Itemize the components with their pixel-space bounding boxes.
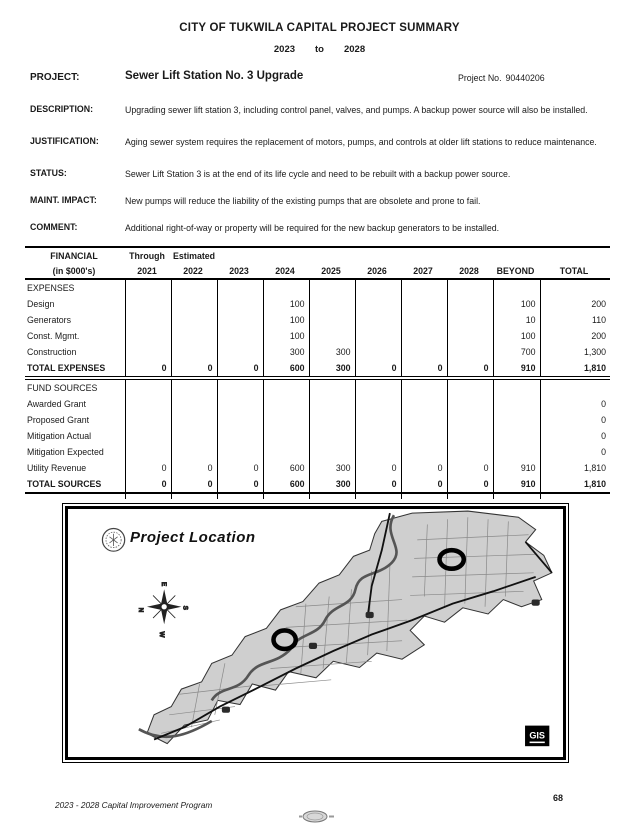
- header-empty: [401, 247, 447, 263]
- header-empty: [540, 247, 610, 263]
- table-cell: 0: [401, 460, 447, 476]
- table-header-row-2: [25, 263, 610, 279]
- footer-program-title: 2023 - 2028 Capital Improvement Program: [55, 800, 213, 810]
- compass-s: S: [181, 605, 189, 610]
- table-cell: [309, 444, 355, 460]
- table-cell: [217, 380, 263, 397]
- header-year: 2021: [125, 263, 171, 279]
- row-label: Proposed Grant: [27, 415, 90, 425]
- financial-table-body: [25, 279, 610, 499]
- table-cell: [493, 493, 540, 499]
- row-label: Mitigation Expected: [27, 447, 104, 457]
- project-name: Sewer Lift Station No. 3 Upgrade: [125, 70, 304, 82]
- table-cell: 0: [401, 360, 447, 377]
- table-cell: [263, 396, 309, 412]
- row-label: Awarded Grant: [27, 399, 87, 409]
- table-cell: 0: [217, 360, 263, 377]
- justification-text: Aging sewer system requires the replacement of motors, pumps, and controls at older lift stations to reduce maintenance.: [125, 137, 597, 147]
- table-row: [25, 460, 610, 476]
- table-cell: [263, 493, 309, 499]
- financial-table: [25, 246, 610, 499]
- table-cell: [171, 396, 217, 412]
- row-label: Design: [27, 299, 55, 309]
- table-cell: 0: [171, 360, 217, 377]
- table-row: [25, 444, 610, 460]
- compass-e: E: [160, 582, 168, 587]
- table-cell: [25, 493, 125, 499]
- table-cell: [447, 428, 493, 444]
- table-cell: [493, 279, 540, 296]
- page-title: CITY OF TUKWILA CAPITAL PROJECT SUMMARY: [179, 22, 460, 34]
- table-cell: [309, 412, 355, 428]
- table-cell: [493, 444, 540, 460]
- table-cell: 0: [447, 360, 493, 377]
- header-year: 2027: [401, 263, 447, 279]
- compass-w: W: [158, 631, 166, 638]
- table-cell: [309, 493, 355, 499]
- table-cell: [263, 428, 309, 444]
- project-label: PROJECT:: [30, 72, 80, 83]
- project-location-map: [62, 503, 569, 763]
- gis-logo: [525, 725, 550, 747]
- project-number-value: 90440206: [505, 73, 545, 83]
- table-row: [25, 476, 610, 493]
- table-cell: 700: [493, 344, 540, 360]
- table-cell: 100: [263, 296, 309, 312]
- table-cell: [125, 428, 171, 444]
- table-cell: [540, 380, 610, 397]
- table-cell: [447, 296, 493, 312]
- table-cell: 300: [263, 344, 309, 360]
- header-year: 2023: [217, 263, 263, 279]
- row-label: Utility Revenue: [27, 463, 87, 473]
- table-cell: [447, 444, 493, 460]
- table-cell: [401, 344, 447, 360]
- table-cell: 600: [263, 460, 309, 476]
- table-cell: [401, 493, 447, 499]
- table-cell: [447, 328, 493, 344]
- comment-label: COMMENT:: [30, 222, 78, 232]
- table-cell: 0: [447, 460, 493, 476]
- header-year: 2024: [263, 263, 309, 279]
- compass-rose-icon: [137, 582, 188, 637]
- table-cell: [171, 328, 217, 344]
- table-cell: [125, 444, 171, 460]
- table-cell: 0: [171, 476, 217, 493]
- table-cell: [125, 312, 171, 328]
- table-row: [25, 493, 610, 499]
- table-cell: [447, 412, 493, 428]
- table-cell: [355, 296, 401, 312]
- city-map-graphic: [68, 509, 563, 757]
- comment-text: Additional right-of-way or property will be required for the new backup generators to be installed.: [125, 223, 500, 233]
- table-header-row-1: [25, 247, 610, 263]
- table-row: [25, 412, 610, 428]
- table-cell: [125, 493, 171, 499]
- table-cell: [540, 493, 610, 499]
- table-cell: [125, 396, 171, 412]
- header-units: (in $000's): [25, 263, 125, 279]
- table-cell: [355, 412, 401, 428]
- table-cell: 10: [493, 312, 540, 328]
- table-cell: [125, 279, 171, 296]
- table-cell: 600: [263, 360, 309, 377]
- table-cell: 0: [540, 428, 610, 444]
- table-cell: 1,810: [540, 460, 610, 476]
- table-cell: [217, 312, 263, 328]
- table-cell: 200: [540, 328, 610, 344]
- header-year: 2025: [309, 263, 355, 279]
- table-cell: [309, 328, 355, 344]
- table-cell: 0: [540, 396, 610, 412]
- table-cell: 910: [493, 476, 540, 493]
- row-label: EXPENSES: [27, 283, 75, 293]
- table-cell: 100: [493, 296, 540, 312]
- table-cell: [447, 279, 493, 296]
- table-cell: [171, 428, 217, 444]
- table-cell: [217, 279, 263, 296]
- table-row: [25, 396, 610, 412]
- table-cell: [125, 296, 171, 312]
- table-cell: [401, 380, 447, 397]
- table-cell: [263, 380, 309, 397]
- table-cell: [171, 444, 217, 460]
- table-cell: [217, 344, 263, 360]
- table-cell: [355, 493, 401, 499]
- table-cell: 0: [125, 476, 171, 493]
- table-cell: 300: [309, 476, 355, 493]
- table-cell: 1,810: [540, 360, 610, 377]
- justification-label: JUSTIFICATION:: [30, 136, 99, 146]
- table-cell: [217, 328, 263, 344]
- row-label: FUND SOURCES: [27, 383, 98, 393]
- header-empty: [217, 247, 263, 263]
- project-row: [0, 70, 639, 86]
- table-cell: 600: [263, 476, 309, 493]
- table-cell: 110: [540, 312, 610, 328]
- table-cell: [263, 279, 309, 296]
- header-year: 2022: [171, 263, 217, 279]
- maint-impact-text: New pumps will reduce the liability of the existing pumps that are obsolete and prone to fail.: [125, 196, 481, 206]
- page-number: 68: [553, 793, 564, 803]
- table-cell: [493, 396, 540, 412]
- map-inner-frame: [65, 506, 566, 760]
- table-cell: 100: [263, 328, 309, 344]
- table-cell: [171, 312, 217, 328]
- table-cell: [217, 296, 263, 312]
- row-label: Construction: [27, 347, 77, 357]
- header-empty: [355, 247, 401, 263]
- row-label: TOTAL SOURCES: [25, 476, 125, 493]
- table-row: [25, 344, 610, 360]
- table-row: [25, 360, 610, 377]
- table-cell: [355, 380, 401, 397]
- table-cell: [263, 444, 309, 460]
- row-label: Mitigation Actual: [27, 431, 92, 441]
- table-cell: [401, 412, 447, 428]
- table-row: [25, 380, 610, 397]
- table-cell: 100: [263, 312, 309, 328]
- maint-impact-label: MAINT. IMPACT:: [30, 195, 97, 205]
- table-cell: [355, 328, 401, 344]
- table-cell: [447, 493, 493, 499]
- header-year: 2028: [447, 263, 493, 279]
- year-from: 2023: [273, 44, 296, 55]
- table-cell: 0: [355, 360, 401, 377]
- header-estimated: Estimated: [173, 250, 216, 261]
- table-cell: 100: [493, 328, 540, 344]
- table-cell: [171, 493, 217, 499]
- table-cell: 300: [309, 344, 355, 360]
- table-cell: [171, 296, 217, 312]
- table-cell: [171, 344, 217, 360]
- header-total: TOTAL: [540, 263, 610, 279]
- row-label: Generators: [27, 315, 72, 325]
- header-through: Through: [129, 250, 165, 261]
- status-text: Sewer Lift Station 3 is at the end of its life cycle and need to be rebuilt with a backup power source.: [125, 169, 511, 179]
- table-cell: [217, 444, 263, 460]
- table-cell: 0: [355, 460, 401, 476]
- year-to: 2028: [343, 44, 366, 55]
- report-period: [0, 44, 639, 55]
- header-beyond: BEYOND: [493, 263, 540, 279]
- table-cell: [217, 396, 263, 412]
- table-cell: [171, 279, 217, 296]
- table-cell: 0: [217, 476, 263, 493]
- header-empty: [447, 247, 493, 263]
- table-cell: [217, 412, 263, 428]
- table-cell: 0: [447, 476, 493, 493]
- table-cell: [447, 344, 493, 360]
- table-cell: [309, 428, 355, 444]
- table-cell: [217, 493, 263, 499]
- table-cell: [493, 380, 540, 397]
- gis-logo-text: GIS: [529, 730, 546, 741]
- table-cell: [447, 312, 493, 328]
- table-cell: [309, 380, 355, 397]
- table-cell: [125, 380, 171, 397]
- table-cell: [125, 412, 171, 428]
- footer-seal-icon: [292, 810, 338, 823]
- table-cell: [125, 344, 171, 360]
- table-cell: 0: [540, 412, 610, 428]
- table-cell: [355, 428, 401, 444]
- table-cell: [401, 396, 447, 412]
- city-seal-icon: [102, 529, 124, 552]
- table-cell: [401, 296, 447, 312]
- table-row: [25, 279, 610, 296]
- header-empty: [309, 247, 355, 263]
- row-label: Const. Mgmt.: [27, 331, 80, 341]
- table-cell: 0: [171, 460, 217, 476]
- table-cell: [355, 312, 401, 328]
- description-text: Upgrading sewer lift station 3, including control panel, valves, and pumps. A backup power source will also be installed.: [125, 105, 588, 115]
- table-cell: [355, 396, 401, 412]
- status-label: STATUS:: [30, 168, 67, 178]
- table-cell: [309, 312, 355, 328]
- table-cell: 910: [493, 360, 540, 377]
- table-cell: 0: [125, 460, 171, 476]
- table-row: [25, 328, 610, 344]
- financial-table-head: [25, 247, 610, 279]
- table-cell: [309, 279, 355, 296]
- map-title: Project Location: [130, 529, 256, 546]
- table-row: [25, 296, 610, 312]
- table-cell: 300: [309, 460, 355, 476]
- header-empty: [493, 247, 540, 263]
- table-cell: [171, 380, 217, 397]
- table-cell: [125, 328, 171, 344]
- table-cell: [493, 412, 540, 428]
- table-cell: [401, 279, 447, 296]
- header-year: 2026: [355, 263, 401, 279]
- table-cell: 200: [540, 296, 610, 312]
- table-cell: [493, 428, 540, 444]
- row-label: TOTAL EXPENSES: [27, 363, 106, 373]
- description-label: DESCRIPTION:: [30, 104, 94, 114]
- table-cell: [355, 444, 401, 460]
- header-financial: FINANCIAL: [50, 250, 98, 261]
- table-cell: [401, 328, 447, 344]
- table-cell: 0: [355, 476, 401, 493]
- table-row: [25, 428, 610, 444]
- table-cell: 0: [217, 460, 263, 476]
- table-cell: [171, 412, 217, 428]
- table-cell: 300: [309, 360, 355, 377]
- table-cell: [401, 444, 447, 460]
- project-number-label: Project No.: [458, 73, 502, 83]
- table-cell: 0: [401, 476, 447, 493]
- table-cell: [447, 396, 493, 412]
- table-cell: [355, 279, 401, 296]
- table-cell: 1,300: [540, 344, 610, 360]
- table-cell: [401, 312, 447, 328]
- to-label: to: [315, 44, 324, 55]
- table-cell: [447, 380, 493, 397]
- project-number: [458, 73, 545, 83]
- table-cell: 0: [540, 444, 610, 460]
- table-cell: [309, 396, 355, 412]
- table-row: [25, 312, 610, 328]
- compass-n: N: [136, 607, 144, 613]
- table-cell: [217, 428, 263, 444]
- table-cell: 0: [125, 360, 171, 377]
- table-cell: [401, 428, 447, 444]
- table-cell: [355, 344, 401, 360]
- table-cell: 910: [493, 460, 540, 476]
- header-empty: [263, 247, 309, 263]
- table-cell: [309, 296, 355, 312]
- table-cell: 1,810: [540, 476, 610, 493]
- table-cell: [540, 279, 610, 296]
- table-cell: [263, 412, 309, 428]
